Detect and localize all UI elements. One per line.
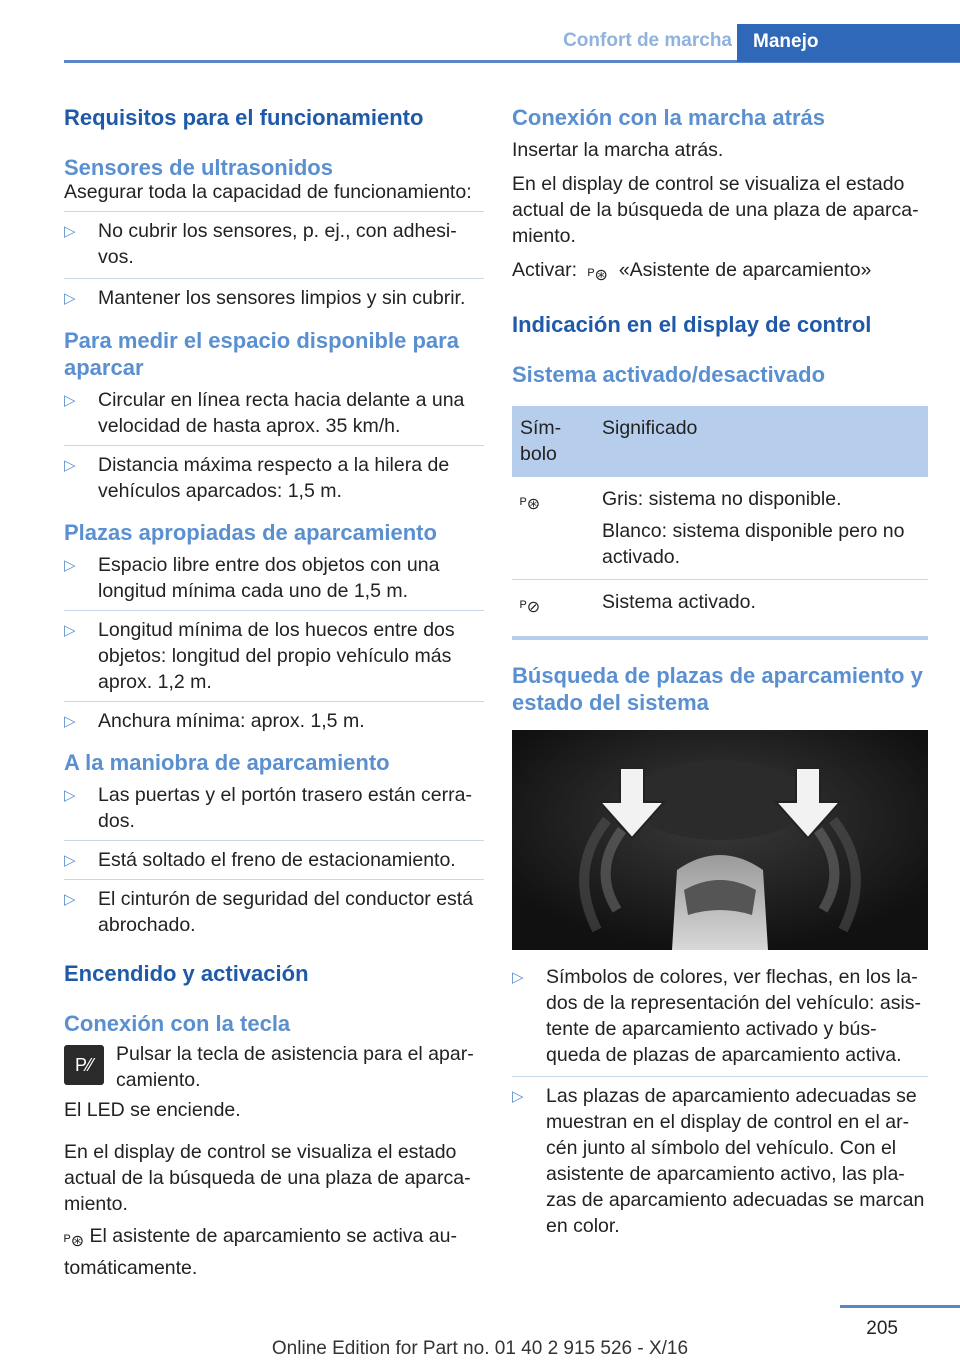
triangle-right-icon: ▷ xyxy=(64,622,76,639)
parking-assist-icon: ᴾ⊛ xyxy=(64,1233,85,1250)
paragraph-display: En el display de control se visualiza el estado actual de la búsqueda de una plaza de aparca‐miento. xyxy=(64,1141,471,1215)
heading-requisitos: Requisitos para el funcionamiento xyxy=(64,105,424,130)
symbol-table xyxy=(512,406,928,630)
parking-assist-active-icon: ᴾ⊘ xyxy=(520,599,541,616)
triangle-right-icon: ▷ xyxy=(512,1088,524,1105)
list-item: ▷ Anchura mínima: aprox. 1,5 m. xyxy=(64,708,484,734)
triangle-right-icon: ▷ xyxy=(64,852,76,869)
heading-sensores: Sensores de ultrasonidos xyxy=(64,155,333,180)
list-item: ▷ Está soltado el freno de estacionamiento. xyxy=(64,847,484,873)
list-item: ▷ Mantener los sensores limpios y sin cubrir. xyxy=(64,285,484,311)
heading-indicacion: Indicación en el display de control xyxy=(512,312,872,337)
parking-assist-icon: ᴾ⊛ xyxy=(520,496,541,513)
triangle-right-icon: ▷ xyxy=(64,392,76,409)
list-item: ▷ Espacio libre entre dos objetos con una longitud mínima cada uno de 1,5 m. xyxy=(64,554,440,602)
header-tab-manejo[interactable]: Manejo xyxy=(737,24,960,62)
paragraph-insertar: Insertar la marcha atrás. xyxy=(512,139,724,161)
table-row: ᴾ⊘ Sistema activado. xyxy=(512,580,928,631)
list-item: ▷ El cinturón de seguridad del conductor está abrochado. xyxy=(64,888,474,936)
parking-display-image xyxy=(512,730,928,950)
paragraph-auto: ᴾ⊛ El asistente de aparcamiento se activa au‐tomáticamente. xyxy=(64,1225,457,1279)
page-number: 205 xyxy=(866,1318,898,1339)
footer-edition: Online Edition for Part no. 01 40 2 915 526 - X/16 xyxy=(271,1338,689,1359)
triangle-right-icon: ▷ xyxy=(64,787,76,804)
triangle-right-icon: ▷ xyxy=(512,969,524,986)
paragraph-display-r: En el display de control se visualiza el estado actual de la búsqueda de una plaza de aparca‐miento. xyxy=(512,173,919,247)
table-row: ᴾ⊛ Gris: sistema no disponible. Blanco: sistema disponible pero no activado. xyxy=(512,477,928,580)
header-section[interactable]: Confort de marcha xyxy=(563,30,732,51)
list-item: ▷ Las plazas de aparcamiento adecuadas se muestran en el display de control en el ar‐cén junto al símbolo del vehículo. Con el asistente de aparcamiento activo, las pla‐zas de aparcamiento adecuadas se marcan en color. xyxy=(512,1085,925,1237)
triangle-right-icon: ▷ xyxy=(64,891,76,908)
list-item: ▷ Circular en línea recta hacia delante a una velocidad de hasta aprox. 35 km/h. xyxy=(64,389,465,437)
table-header-symbol: Sím‐bolo xyxy=(512,406,594,477)
footer-rule xyxy=(840,1305,960,1308)
heading-tecla: Conexión con la tecla xyxy=(64,1011,291,1036)
triangle-right-icon: ▷ xyxy=(64,290,76,307)
table-end-rule xyxy=(512,636,928,640)
paragraph-activar: Activar: ᴾ⊛ «Asistente de aparcamiento» xyxy=(512,257,928,289)
table-header-meaning: Significado xyxy=(594,406,928,477)
triangle-right-icon: ▷ xyxy=(64,223,76,240)
paragraph-led: El LED se enciende. xyxy=(64,1099,241,1121)
heading-maniobra: A la maniobra de aparcamiento xyxy=(64,750,390,775)
heading-marcha-atras: Conexión con la marcha atrás xyxy=(512,105,825,130)
heading-plazas: Plazas apropiadas de aparcamiento xyxy=(64,520,437,545)
list-item: ▷ No cubrir los sensores, p. ej., con adhesi‐vos. xyxy=(64,220,457,268)
triangle-right-icon: ▷ xyxy=(64,457,76,474)
heading-sistema: Sistema activado/desactivado xyxy=(512,362,826,387)
heading-busqueda: Búsqueda de plazas de aparcamiento y estado del sistema xyxy=(512,663,923,715)
list-item: ▷ Distancia máxima respecto a la hilera de vehículos aparcados: 1,5 m. xyxy=(64,454,450,502)
parking-button-icon: P⁄⁄ xyxy=(64,1045,104,1085)
right-column xyxy=(512,100,928,1239)
parking-assist-icon: ᴾ⊛ xyxy=(587,267,608,284)
triangle-right-icon: ▷ xyxy=(64,557,76,574)
heading-medir: Para medir el espacio disponible para aparcar xyxy=(64,328,459,380)
list-item: ▷ Las puertas y el portón trasero están cerra‐dos. xyxy=(64,784,472,832)
triangle-right-icon: ▷ xyxy=(64,713,76,730)
list-item: ▷ Símbolos de colores, ver flechas, en los la‐dos de la representación del vehículo: asis‐tente de aparcamiento activado y bús‐queda de plazas de aparcamiento activa. xyxy=(512,966,922,1066)
list-item: ▷ Longitud mínima de los huecos entre dos objetos: longitud del propio vehículo más aprox. 1,2 m. xyxy=(64,619,455,693)
paragraph-asegurar: Asegurar toda la capacidad de funcionamiento: xyxy=(64,181,472,203)
heading-encendido: Encendido y activación xyxy=(64,961,309,986)
paragraph-pulsar: Pulsar la tecla de asistencia para el apar‐camiento. xyxy=(116,1043,474,1091)
left-column xyxy=(64,100,484,1281)
